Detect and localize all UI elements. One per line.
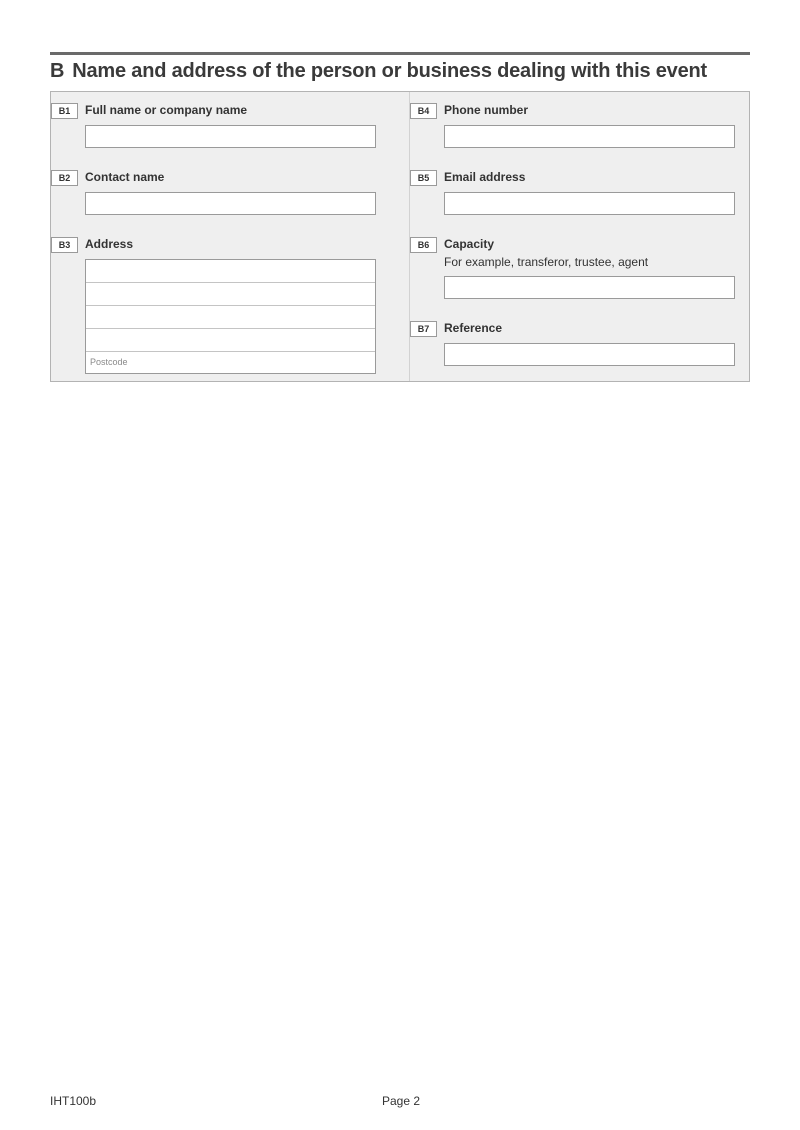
- contact-name-label: Contact name: [85, 170, 165, 184]
- field-number-b6: B6: [410, 237, 437, 253]
- field-number-b2: B2: [51, 170, 78, 186]
- email-address-label: Email address: [444, 170, 526, 184]
- page-number: Page 2: [382, 1094, 421, 1108]
- email-address-input[interactable]: [444, 192, 735, 215]
- capacity-hint: For example, transferor, trustee, agent: [444, 255, 649, 269]
- section-top-rule: [50, 52, 750, 55]
- capacity-label: Capacity: [444, 237, 495, 251]
- address-line-2-input[interactable]: [86, 283, 375, 306]
- form-panel: [50, 91, 750, 382]
- section-letter: B: [50, 60, 65, 82]
- field-number-b7: B7: [410, 321, 437, 337]
- form-code: IHT100b: [50, 1094, 97, 1108]
- field-number-b4: B4: [410, 103, 437, 119]
- address-input-group: [85, 259, 376, 374]
- field-number-b1: B1: [51, 103, 78, 119]
- address-line-1-input[interactable]: [86, 260, 375, 283]
- full-name-label: Full name or company name: [85, 103, 248, 117]
- section-title: Name and address of the person or business dealing with this event: [72, 60, 707, 82]
- reference-input[interactable]: [444, 343, 735, 366]
- address-line-4-input[interactable]: [86, 329, 375, 352]
- contact-name-input[interactable]: [85, 192, 376, 215]
- phone-number-input[interactable]: [444, 125, 735, 148]
- postcode-placeholder: Postcode: [90, 357, 128, 367]
- address-line-3-input[interactable]: [86, 306, 375, 329]
- field-number-b5: B5: [410, 170, 437, 186]
- full-name-input[interactable]: [85, 125, 376, 148]
- field-number-b3: B3: [51, 237, 78, 253]
- address-label: Address: [85, 237, 134, 251]
- capacity-input[interactable]: [444, 276, 735, 299]
- section-heading: [50, 60, 707, 83]
- postcode-input[interactable]: [86, 352, 375, 374]
- reference-label: Reference: [444, 321, 503, 335]
- phone-number-label: Phone number: [444, 103, 529, 117]
